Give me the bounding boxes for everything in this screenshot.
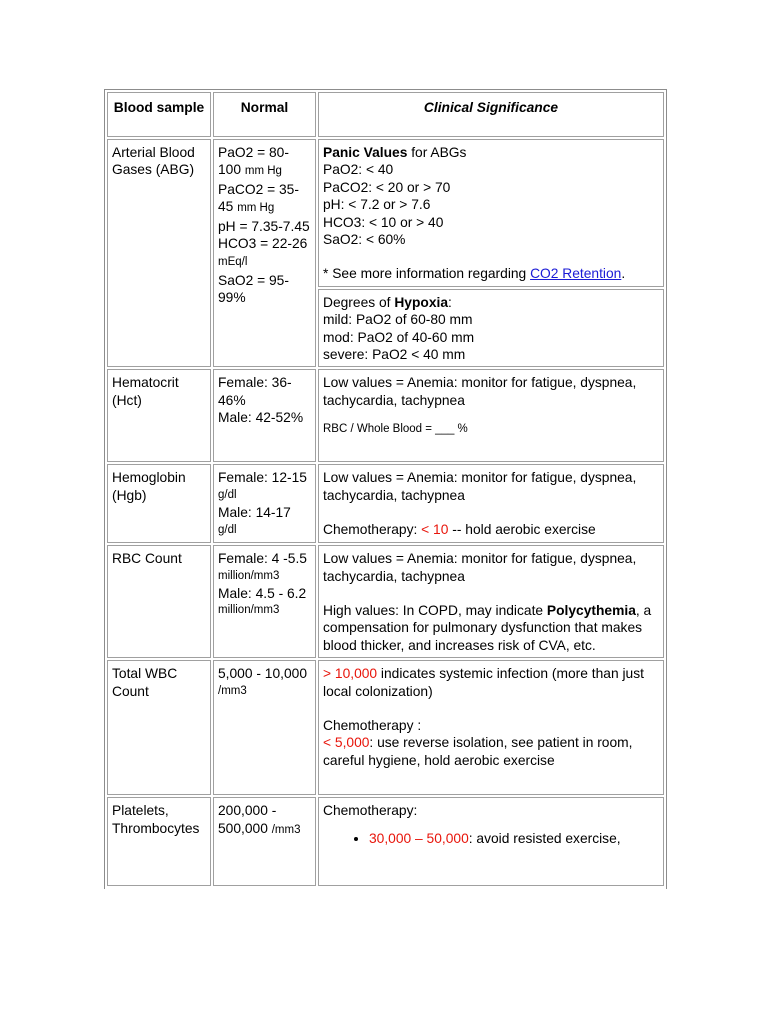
rbc-significance-cell: Low values = Anemia: monitor for fatigue, dyspnea, tachycardia, tachypnea High values: In COPD, may indicate Polycythemia, a compensation for pulmonary dysfunction that makes blood thicker, and increases risk of CVA, etc. xyxy=(318,545,664,658)
abg-normal-pao2: PaO2 = 80-100 mm Hg xyxy=(218,145,289,178)
hct-sample-cell: Hematocrit (Hct) xyxy=(107,369,211,462)
abg-normal-sao2: SaO2 = 95-99% xyxy=(218,272,289,306)
abg-panic-line: HCO3: < 10 or > 40 xyxy=(323,214,444,230)
abg-sample-cell: Arterial Blood Gases (ABG) xyxy=(107,139,211,367)
hgb-significance-cell: Low values = Anemia: monitor for fatigue, dyspnea, tachycardia, tachypnea Chemotherapy: < 10 -- hold aerobic exercise xyxy=(318,464,664,543)
hct-normal-cell: Female: 36-46% Male: 42-52% xyxy=(213,369,316,462)
rbc-whole-blood-ratio: RBC / Whole Blood = ___ % xyxy=(323,423,468,436)
abg-normal-ph: pH = 7.35-7.45 xyxy=(218,218,310,234)
wbc-low-line: < 5,000: use reverse isolation, see patient in room, careful hygiene, hold aerobic exercise xyxy=(323,735,633,768)
table-row-hematocrit xyxy=(107,369,664,462)
rbc-normal-cell: Female: 4 -5.5 million/mm3 Male: 4.5 - 6.2 million/mm3 xyxy=(213,545,316,658)
header-blood-sample: Blood sample xyxy=(107,92,211,137)
table-row-wbc-count xyxy=(107,660,664,795)
hypoxia-heading: Degrees of Hypoxia: xyxy=(323,294,452,310)
table-row-rbc-count xyxy=(107,545,664,658)
hct-significance-cell: Low values = Anemia: monitor for fatigue, dyspnea, tachycardia, tachypnea RBC / Whole Blood = ___ % xyxy=(318,369,664,462)
header-normal: Normal xyxy=(213,92,316,137)
hgb-sample-cell: Hemoglobin (Hgb) xyxy=(107,464,211,543)
rbc-high-values: High values: In COPD, may indicate Polycythemia, a compensation for pulmonary dysfunction that makes blood thicker, and increases risk of CVA, etc. xyxy=(323,602,652,653)
lab-values-table-frame xyxy=(104,89,667,889)
abg-normal-paco2: PaCO2 = 35-45 mm Hg xyxy=(218,181,299,215)
abg-panic-heading: Panic Values for ABGs xyxy=(323,145,467,160)
header-clinical-significance: Clinical Significance xyxy=(318,92,664,137)
platelets-normal-cell: 200,000 - 500,000 /mm3 xyxy=(213,797,316,886)
abg-panic-values-cell xyxy=(318,139,664,287)
abg-panic-line: PaCO2: < 20 or > 70 xyxy=(323,179,451,195)
hypoxia-line: mod: PaO2 of 40-60 mm xyxy=(323,329,475,345)
header-row xyxy=(107,92,664,137)
platelets-sample-cell: Platelets, Thrombocytes xyxy=(107,797,211,886)
platelets-significance-cell: Chemotherapy: • 30,000 – 50,000: avoid resisted exercise, xyxy=(318,797,664,886)
wbc-normal-cell: 5,000 - 10,000 /mm3 xyxy=(213,660,316,795)
co2-retention-link[interactable]: CO2 Retention xyxy=(530,266,622,282)
wbc-sample-cell: Total WBC Count xyxy=(107,660,211,795)
table-row-platelets xyxy=(107,797,664,886)
abg-panic-line: SaO2: < 60% xyxy=(323,232,406,248)
abg-panic-line: pH: < 7.2 or > 7.6 xyxy=(323,197,431,213)
hgb-chemo-line: Chemotherapy: < 10 -- hold aerobic exercise xyxy=(323,522,596,538)
abg-hypoxia-cell xyxy=(318,289,664,368)
rbc-sample-cell: RBC Count xyxy=(107,545,211,658)
lab-values-table xyxy=(105,90,666,888)
platelets-list xyxy=(323,830,659,847)
abg-normal-cell xyxy=(213,139,316,367)
table-row-hemoglobin xyxy=(107,464,664,543)
abg-more-info: * See more information regarding CO2 Retention. xyxy=(323,266,626,282)
table-row-abg xyxy=(107,139,664,287)
wbc-high-line: > 10,000 indicates systemic infection (more than just local colonization) xyxy=(323,666,644,699)
hypoxia-line: mild: PaO2 of 60-80 mm xyxy=(323,312,473,328)
hypoxia-line: severe: PaO2 < 40 mm xyxy=(323,347,466,363)
abg-panic-line: PaO2: < 40 xyxy=(323,162,394,178)
hgb-normal-cell: Female: 12-15 g/dl Male: 14-17 g/dl xyxy=(213,464,316,543)
list-item: • 30,000 – 50,000: avoid resisted exercise, xyxy=(369,830,659,847)
wbc-significance-cell: > 10,000 indicates systemic infection (more than just local colonization) Chemotherapy : < 5,000: use reverse isolation, see patient in room, careful hygiene, hold aerobic exercise xyxy=(318,660,664,795)
abg-normal-hco3: HCO3 = 22-26 mEq/l xyxy=(218,236,308,269)
